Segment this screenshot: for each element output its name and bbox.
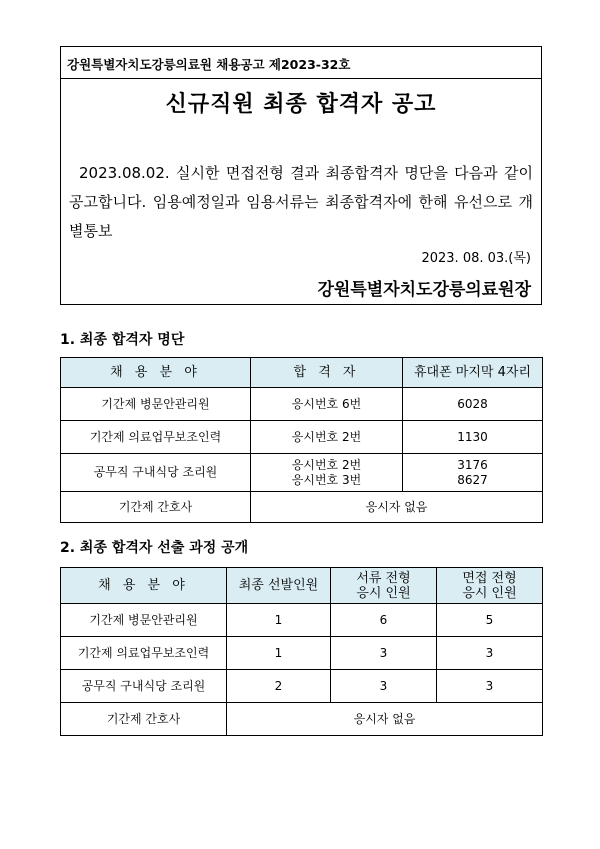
notice-box <box>60 46 542 305</box>
row-doc: 3 <box>331 637 437 670</box>
row-field: 공무직 구내식당 조리원 <box>61 670 227 703</box>
notice-number: 강원특별자치도강릉의료원 채용공고 제2023-32호 <box>67 57 351 72</box>
notice-date: 2023. 08. 03.(목) <box>421 251 531 266</box>
row-interview: 5 <box>437 604 543 637</box>
table-row <box>61 421 543 454</box>
row-phone: 6028 <box>403 388 543 421</box>
row-field: 공무직 구내식당 조리원 <box>61 454 251 492</box>
header-phone: 휴대폰 마지막 4자리 <box>403 358 543 388</box>
header-final: 최종 선발인원 <box>227 568 331 604</box>
notice-issuer: 강원특별자치도강릉의료원장 <box>317 280 531 300</box>
header-doc <box>331 568 437 604</box>
notice-body-text: 2023.08.02. 실시한 면접전형 결과 최종합격자 명단을 다음과 같이 공고합니다. 임용예정일과 임용서류는 최종합격자에 한해 유선으로 개별통보 <box>69 164 533 240</box>
table-row <box>61 388 543 421</box>
header-interview <box>437 568 543 604</box>
section2-heading: 2. 최종 합격자 선출 과정 공개 <box>60 540 249 556</box>
row-phone <box>403 454 543 492</box>
row-phone-1: 3176 <box>457 457 488 472</box>
row-doc: 6 <box>331 604 437 637</box>
row-phone: 1130 <box>403 421 543 454</box>
header-doc-line2: 응시 인원 <box>356 585 411 601</box>
table-header-row <box>61 358 543 388</box>
header-field: 채 용 분 야 <box>61 568 227 604</box>
header-interview-line1: 면접 전형 <box>462 570 517 586</box>
table-row <box>61 604 543 637</box>
table-row <box>61 637 543 670</box>
selection-process-table <box>60 567 543 736</box>
row-field: 기간제 병문안관리원 <box>61 604 227 637</box>
notice-title: 신규직원 최종 합격자 공고 <box>165 92 437 117</box>
row-field: 기간제 간호사 <box>61 703 227 736</box>
notice-divider <box>61 78 541 79</box>
table-row <box>61 454 543 492</box>
row-interview: 3 <box>437 637 543 670</box>
row-applicant: 응시번호 2번 <box>251 421 403 454</box>
row-doc: 3 <box>331 670 437 703</box>
row-applicant-2: 응시번호 3번 <box>291 472 362 487</box>
row-phone-2: 8627 <box>457 472 488 487</box>
row-none: 응시자 없음 <box>227 703 543 736</box>
row-applicant-1: 응시번호 2번 <box>291 457 362 472</box>
notice-body <box>69 159 533 246</box>
header-doc-line1: 서류 전형 <box>356 570 411 586</box>
row-final: 1 <box>227 604 331 637</box>
header-interview-line2: 응시 인원 <box>462 585 517 601</box>
header-passer: 합 격 자 <box>251 358 403 388</box>
row-applicant: 응시번호 6번 <box>251 388 403 421</box>
row-field: 기간제 의료업무보조인력 <box>61 637 227 670</box>
row-field: 기간제 의료업무보조인력 <box>61 421 251 454</box>
final-passers-table <box>60 357 543 523</box>
row-field: 기간제 병문안관리원 <box>61 388 251 421</box>
table-header-row <box>61 568 543 604</box>
row-applicant <box>251 454 403 492</box>
table-row <box>61 703 543 736</box>
row-final: 2 <box>227 670 331 703</box>
row-interview: 3 <box>437 670 543 703</box>
row-field: 기간제 간호사 <box>61 492 251 523</box>
header-field: 채 용 분 야 <box>61 358 251 388</box>
table-row <box>61 492 543 523</box>
row-final: 1 <box>227 637 331 670</box>
row-none: 응시자 없음 <box>251 492 543 523</box>
section1-heading: 1. 최종 합격자 명단 <box>60 332 185 348</box>
table-row <box>61 670 543 703</box>
